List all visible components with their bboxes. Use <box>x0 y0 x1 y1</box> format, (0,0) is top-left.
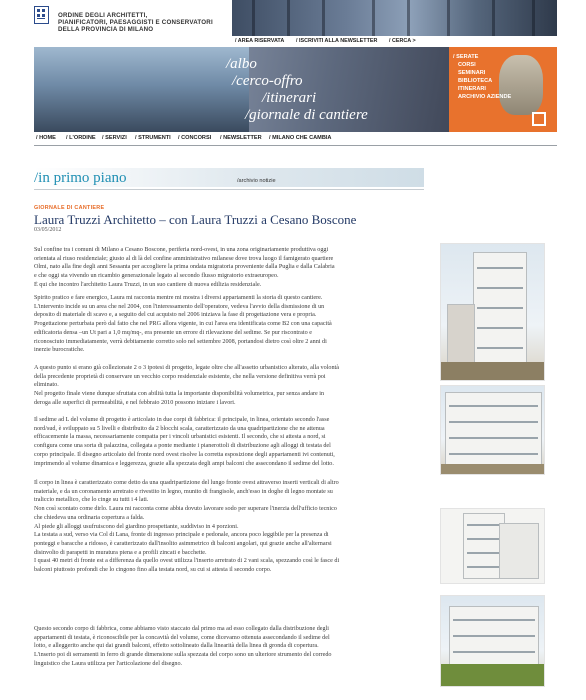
text-line: che chiedeva una ordinaria copertura a falda. <box>34 514 145 521</box>
section-divider <box>34 189 424 190</box>
text-line: orientata al riuso residenziale; giusto al di là del confine amministrativo milanese dove trova luogo il famigerato quartiere <box>34 255 334 262</box>
text-line: e che oggi sta vivendo un ricambio generazionale legato al secondo flusso migratorio extraeuropeo. <box>34 273 279 280</box>
main-nav <box>34 134 557 144</box>
text-line: linguistico che Laura utilizza per l'articolazione del disegno. <box>34 660 183 667</box>
section-title: /in primo piano <box>34 170 127 186</box>
text-line: deroga alle superfici di permeabilità, e nel febbraio 2010 possono iniziare i lavori. <box>34 399 236 406</box>
text-line: corpo principale. Il disegno articolato del fronte nord ovest risolve la corretta esposizione degli appartamenti ivi contenuti, <box>34 451 335 458</box>
nav-home[interactable]: / HOME <box>36 135 56 141</box>
banner-nav-itinerari[interactable]: /itinerari <box>262 90 317 106</box>
text-line: appartamenti di testata, è riconoscibile per la concavità del volume, come dicevamo ottenuta assecondando il sedime del <box>34 634 330 641</box>
text-line: L'intervento incide su un area che nel 2004, con l'interessamento dell'operatore, vedeva l'avvio della dismissione di un <box>34 303 325 310</box>
text-line: traliccio metallico, che lo cinge su tutti i 4 lati. <box>34 497 149 504</box>
article-paragraph-1 <box>34 246 426 290</box>
org-name-line-3: DELLA PROVINCIA DI MILANO <box>58 26 154 33</box>
text-line: L'inserto poi di serramenti in ferro di grande dimensione sulla spezzata del corpo sono un ulteriore strumento del corredo <box>34 652 332 659</box>
text-line: efficacemente la massa, necessariamente compatta per i vincoli urbanistici esistenti. Il secondo, che si attesta a nord, si <box>34 434 326 441</box>
area-riservata-link[interactable]: / AREA RISERVATA <box>235 38 285 44</box>
text-line: Al piede gli alloggi usufruiscono del giardino prospettante, suddiviso in 4 porzioni. <box>34 523 239 530</box>
text-line: riconosciuto immediatamente, verrà debitamente corretto solo nel settembre 2008, portandosi dietro così oltre 2 anni di <box>34 338 327 345</box>
article-paragraph-6 <box>34 625 426 669</box>
text-line: Il sedime ad L del volume di progetto è articolato in due corpi di fabbrica: il principale, in linea, orientato secondo l'asse <box>34 417 330 423</box>
nav-divider <box>34 145 557 146</box>
expand-icon[interactable] <box>532 112 546 126</box>
text-line: Sul confine tra i comuni di Milano a Cesano Boscone, periferia nord-ovest, in una zona originariamente produttiva oggi <box>34 247 329 253</box>
text-line: La testata a sud, verso via Col di Lana, fronte di ingresso principale e pedonale, ancora poco leggibile per la presenza di <box>34 532 329 539</box>
article-category[interactable]: GIORNALE DI CANTIERE <box>34 205 105 211</box>
text-line: Nel progetto finale viene dunque sfruttata con abilità tutta la importante disponibilità volumetrica, pur senza andare in <box>34 391 325 398</box>
text-line: A questo punto si erano già collezionate 2 o 3 ipotesi di progetto, legate oltre che all'assetto urbanistico alterato, alla volontà <box>34 365 339 371</box>
nav-strumenti[interactable]: / STRUMENTI <box>135 135 171 141</box>
nav-concorsi[interactable]: / CONCORSI <box>178 135 212 141</box>
article-title: Laura Truzzi Architetto – con Laura Truzzi a Cesano Boscone <box>34 212 357 227</box>
article-paragraph-4 <box>34 416 426 468</box>
construction-photo-3[interactable] <box>440 508 545 584</box>
text-line: Questo secondo corpo di fabbrica, come abbiamo visto staccato dal primo ma ad esso collegato dalla distribuzione degli <box>34 626 330 632</box>
banner-nav-cerco-offro[interactable]: /cerco-offro <box>232 73 303 89</box>
construction-photo-1[interactable] <box>440 243 545 381</box>
nav-milano-che-cambia[interactable]: / MILANO CHE CAMBIA <box>269 135 332 141</box>
org-name-line-1: ORDINE DEGLI ARCHITETTI, <box>58 12 148 19</box>
text-line: disinvolto di parapetti in muratura piena e a profili zincati e bacchette. <box>34 549 207 556</box>
header-photo <box>232 0 557 36</box>
text-line: I quasi 40 metri di fronte est a differenza da quello ovest utilizza l'inserto arretrato di 2 vani scala, spezzando così le fasce di <box>34 558 340 565</box>
search-link[interactable]: / CERCA > <box>389 38 416 44</box>
text-line: Spirito pratico e fare energico, Laura mi racconta mentre mi mostra i diversi appartamenti la storia di questo cantiere. <box>34 295 323 301</box>
text-line: eliminato. <box>34 382 59 389</box>
text-line: Non così scontato come dirlo. Laura mi racconta come abbia dovuto lavorare sodo per superare l'inerzia dell'ufficio tecnico <box>34 506 337 513</box>
text-line: nord/sud, è sviluppato su 5 livelli e distribuito da 2 blocchi scala, caratterizzato da una quadripartizione che ne attenua <box>34 425 325 432</box>
banner-nav-giornale[interactable]: /giornale di cantiere <box>245 107 368 123</box>
side-link-corsi[interactable]: CORSI <box>458 62 476 68</box>
article-paragraph-3 <box>34 364 426 408</box>
article-date: 03/05/2012 <box>34 227 62 233</box>
text-line: È qui che incontro l'architetto Laura Truzzi, in un suo cantiere di nuova edilizia residenziale. <box>34 281 262 288</box>
side-link-itinerari[interactable]: ITINERARI <box>458 86 486 92</box>
text-line: Progettazione perturbata però dal fatto che nel PRG allora vigente, in cui l'area era identificata come B2 con una capacità <box>34 321 332 328</box>
text-line: imprimendo al volume dinamica e leggerezza, grazie alla spezzata degli ampi balconi che assecondano il sedime del lotto. <box>34 460 334 467</box>
portrait-image <box>499 55 543 115</box>
archive-link[interactable]: /archivio notizie <box>237 178 276 184</box>
construction-photo-4[interactable] <box>440 595 545 687</box>
side-link-archivio-aziende[interactable]: ARCHIVIO AZIENDE <box>458 94 512 100</box>
text-line: Il corpo in linea è caratterizzato come detto da una quadripartizione del lungo fronte ovest attraverso inserti verticali di altro <box>34 480 339 486</box>
nav-ordine[interactable]: / L'ORDINE <box>66 135 96 141</box>
text-line: lotto, e alleggerito anche qui dai grandi balconi, effetto sottolineato dalla linearità della linea di gronda di copertura. <box>34 643 319 650</box>
text-line: deposito di materiale di scavo e, a seguito del cui acquisto nel 2006 iniziava la fase di progettazione vera e propria. <box>34 312 317 319</box>
side-link-seminari[interactable]: SEMINARI <box>458 70 486 76</box>
text-line: materiale, e da un coronamento arretrato e rivestito in legno, munito di frangisole, anch'esso in doghe di legno montate su <box>34 488 333 495</box>
nav-servizi[interactable]: / SERVIZI <box>102 135 127 141</box>
side-link-serate[interactable]: / SERATE <box>453 54 479 60</box>
newsletter-signup-link[interactable]: / ISCRIVITI ALLA NEWSLETTER <box>296 38 378 44</box>
text-line: ponteggi e baracche a ridosso, è caratterizzato dall'insolito asimmetrico di balconi angolari, qui grazie anche all'alternarsi <box>34 540 332 547</box>
text-line: Olmi, nato alla fine degli anni Sessanta per accogliere la prima ondata migratoria proveniente dalla Puglia e dalla Calabria <box>34 264 335 271</box>
article-paragraph-5 <box>34 479 426 575</box>
nav-newsletter[interactable]: / NEWSLETTER <box>220 135 262 141</box>
text-line: della precedente proprietà di conservare un vecchio corpo residenziale esistente, che nella versione definitiva verrà poi <box>34 373 326 380</box>
text-line: configura come una sorta di palazzina, collegata a ponte mediante i pianerottoli di distribuzione agli alloggi di testata del <box>34 443 331 450</box>
banner-nav-albo[interactable]: /albo <box>226 56 257 72</box>
logo-icon[interactable] <box>34 6 49 24</box>
construction-photo-2[interactable] <box>440 385 545 475</box>
banner-photo <box>34 47 249 132</box>
article-paragraph-2 <box>34 294 426 355</box>
org-name-line-2: PIANIFICATORI, PAESAGGISTI E CONSERVATORI <box>58 19 213 26</box>
text-line: inerzie burocratiche. <box>34 347 85 354</box>
text-line: edificatoria densa –un Ut pari a 1,0 mq/mq-, era presente un errore di rilevazione del sedime. Se pur riscontrato e <box>34 329 312 336</box>
top-links-bar <box>232 37 557 46</box>
text-line: balconi piuttosto profondi che lo cingono fino alla testata nord, su cui si attesta il secondo corpo. <box>34 567 272 574</box>
side-link-biblioteca[interactable]: BIBLIOTECA <box>458 78 493 84</box>
